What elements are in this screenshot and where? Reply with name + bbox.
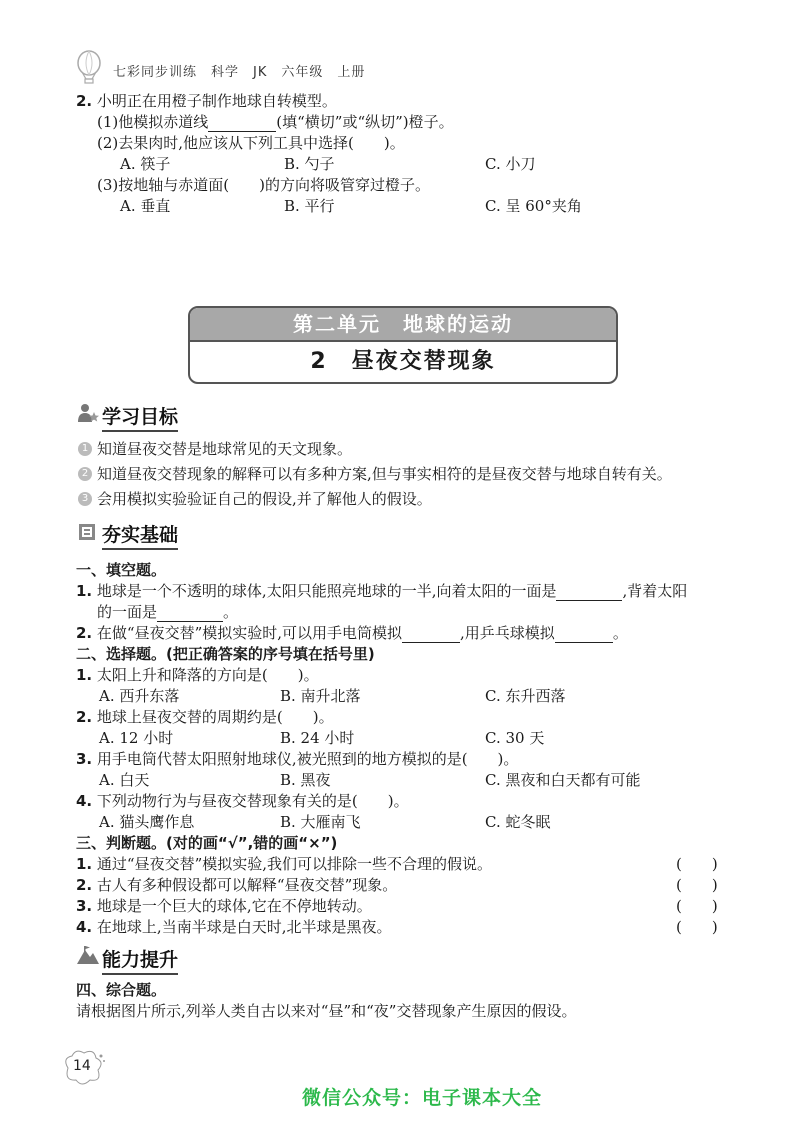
choice-q4-number: 4. — [76, 792, 93, 810]
goal-2-badge: 2 — [78, 467, 92, 481]
choice-q3-text: 用手电筒代替太阳照射地球仪,被光照到的地方模拟的是( )。 — [96, 750, 519, 768]
q2-part1-blank[interactable] — [208, 115, 276, 132]
fill-q2-number: 2. — [76, 624, 93, 642]
header-title: 七彩同步训练 科学 JK 六年级 上册 — [113, 65, 366, 80]
judge-q2-answer[interactable]: ( ) — [676, 876, 718, 894]
comp-question-text: 请根据图片所示,列举人类自古以来对“昼”和“夜”交替现象产生原因的假设。 — [76, 1002, 577, 1020]
basics-section-title: 夯实基础 — [102, 520, 178, 550]
choice-q4-opt-c: C. 蛇冬眠 — [485, 813, 551, 831]
q2-stem-line — [76, 91, 337, 111]
judge-q1 — [76, 854, 492, 874]
fill-q2-text-c: 。 — [612, 624, 628, 642]
judge-q1-answer[interactable]: ( ) — [676, 855, 718, 873]
unit-title-box — [188, 306, 618, 384]
ability-mountain-icon — [77, 946, 99, 968]
judge-q4 — [76, 917, 391, 937]
choice-q3-opt-a: A. 白天 — [99, 771, 150, 789]
watermark: 微信公众号：电子课本大全 — [302, 1087, 543, 1109]
choice-q2-number: 2. — [76, 708, 93, 726]
goal-1-badge: 1 — [78, 442, 92, 456]
judge-q2-text: 古人有多种假设都可以解释“昼夜交替”现象。 — [96, 876, 398, 894]
judge-q4-number: 4. — [76, 918, 93, 936]
judge-q2 — [76, 875, 397, 895]
judge-q3 — [76, 896, 372, 916]
choice-q1-number: 1. — [76, 666, 93, 684]
choice-q1-opt-c: C. 东升西落 — [485, 687, 566, 705]
fill-q1-number: 1. — [76, 582, 93, 600]
choice-section-title: 二、选择题。(把正确答案的序号填在括号里) — [76, 645, 375, 663]
judge-q1-number: 1. — [76, 855, 93, 873]
goals-section-title: 学习目标 — [102, 402, 178, 432]
judge-q3-text: 地球是一个巨大的球体,它在不停地转动。 — [96, 897, 372, 915]
choice-q3-number: 3. — [76, 750, 93, 768]
choice-q2-text: 地球上昼夜交替的周期约是( )。 — [96, 708, 334, 726]
header-balloon-icon — [75, 50, 103, 88]
q2-part3-opt-b: B. 平行 — [284, 197, 335, 215]
fill-q1-blank-2[interactable] — [157, 605, 223, 622]
fill-q1-text-a: 地球是一个不透明的球体,太阳只能照亮地球的一半,向着太阳的一面是 — [96, 582, 557, 600]
q2-part2-opt-c: C. 小刀 — [485, 155, 536, 173]
fill-q2-line — [76, 623, 628, 643]
choice-q2-opt-b: B. 24 小时 — [280, 729, 355, 747]
goal-2-text: 知道昼夜交替现象的解释可以有多种方案,但与事实相符的是昼夜交替与地球自转有关。 — [97, 465, 672, 483]
basics-book-icon — [78, 522, 98, 546]
q2-part2: (2)去果肉时,他应该从下列工具中选择( )。 — [97, 134, 405, 152]
fill-q1-text-b: ,背着太阳 — [622, 582, 688, 600]
choice-q2-opt-c: C. 30 天 — [485, 729, 545, 747]
fill-q1-line2 — [97, 602, 238, 622]
fill-q2-blank-1[interactable] — [402, 626, 460, 643]
q2-part3: (3)按地轴与赤道面( )的方向将吸管穿过橙子。 — [97, 176, 430, 194]
choice-q1-stem — [76, 665, 319, 685]
lesson-title: 2 昼夜交替现象 — [190, 340, 616, 382]
judge-q3-answer[interactable]: ( ) — [676, 897, 718, 915]
goals-person-icon — [77, 403, 99, 427]
fill-q2-blank-2[interactable] — [555, 626, 613, 643]
fill-q2-text-b: ,用乒乓球模拟 — [460, 624, 555, 642]
q2-stem: 小明正在用橙子制作地球自转模型。 — [96, 92, 337, 110]
fill-q1-text-c: 的一面是 — [97, 603, 158, 621]
q2-part2-opt-b: B. 勺子 — [284, 155, 335, 173]
choice-q4-text: 下列动物行为与昼夜交替现象有关的是( )。 — [96, 792, 409, 810]
unit-title: 第二单元 地球的运动 — [190, 308, 616, 340]
choice-q4-stem — [76, 791, 409, 811]
goal-3-badge: 3 — [78, 492, 92, 506]
q2-number: 2. — [76, 92, 93, 110]
choice-q3-opt-c: C. 黑夜和白天都有可能 — [485, 771, 641, 789]
q2-part2-opt-a: A. 筷子 — [120, 155, 171, 173]
choice-q1-opt-b: B. 南升北落 — [280, 687, 361, 705]
choice-q2-stem — [76, 707, 334, 727]
fill-q2-text-a: 在做“昼夜交替”模拟实验时,可以用手电筒模拟 — [96, 624, 403, 642]
choice-q1-opt-a: A. 西升东落 — [99, 687, 180, 705]
choice-q2-opt-a: A. 12 小时 — [99, 729, 174, 747]
choice-q4-opt-b: B. 大雁南飞 — [280, 813, 361, 831]
ability-section-title: 能力提升 — [102, 945, 178, 975]
judge-q1-text: 通过“昼夜交替”模拟实验,我们可以排除一些不合理的假说。 — [96, 855, 493, 873]
q2-part1-text-b: (填“横切”或“纵切”)橙子。 — [276, 113, 454, 131]
choice-q3-opt-b: B. 黑夜 — [280, 771, 331, 789]
q2-part1 — [97, 112, 454, 132]
goal-1-text: 知道昼夜交替是地球常见的天文现象。 — [97, 440, 353, 458]
choice-q4-opt-a: A. 猫头鹰作息 — [99, 813, 195, 831]
judge-section-title: 三、判断题。(对的画“√”,错的画“×”) — [76, 834, 338, 852]
judge-q4-text: 在地球上,当南半球是白天时,北半球是黑夜。 — [96, 918, 392, 936]
q2-part1-text-a: (1)他模拟赤道线 — [97, 113, 209, 131]
page-number: 14 — [73, 1058, 91, 1074]
judge-q4-answer[interactable]: ( ) — [676, 918, 718, 936]
goal-3-text: 会用模拟实验验证自己的假设,并了解他人的假设。 — [97, 490, 432, 508]
fill-q1-blank-1[interactable] — [556, 584, 622, 601]
fill-q1-line1 — [76, 581, 687, 601]
q2-part3-opt-a: A. 垂直 — [120, 197, 171, 215]
fill-section-title: 一、填空题。 — [76, 561, 167, 579]
comp-section-title: 四、综合题。 — [76, 981, 167, 999]
judge-q2-number: 2. — [76, 876, 93, 894]
judge-q3-number: 3. — [76, 897, 93, 915]
choice-q3-stem — [76, 749, 518, 769]
q2-part3-opt-c: C. 呈 60°夹角 — [485, 197, 582, 215]
choice-q1-text: 太阳上升和降落的方向是( )。 — [96, 666, 319, 684]
fill-q1-text-d: 。 — [223, 603, 239, 621]
